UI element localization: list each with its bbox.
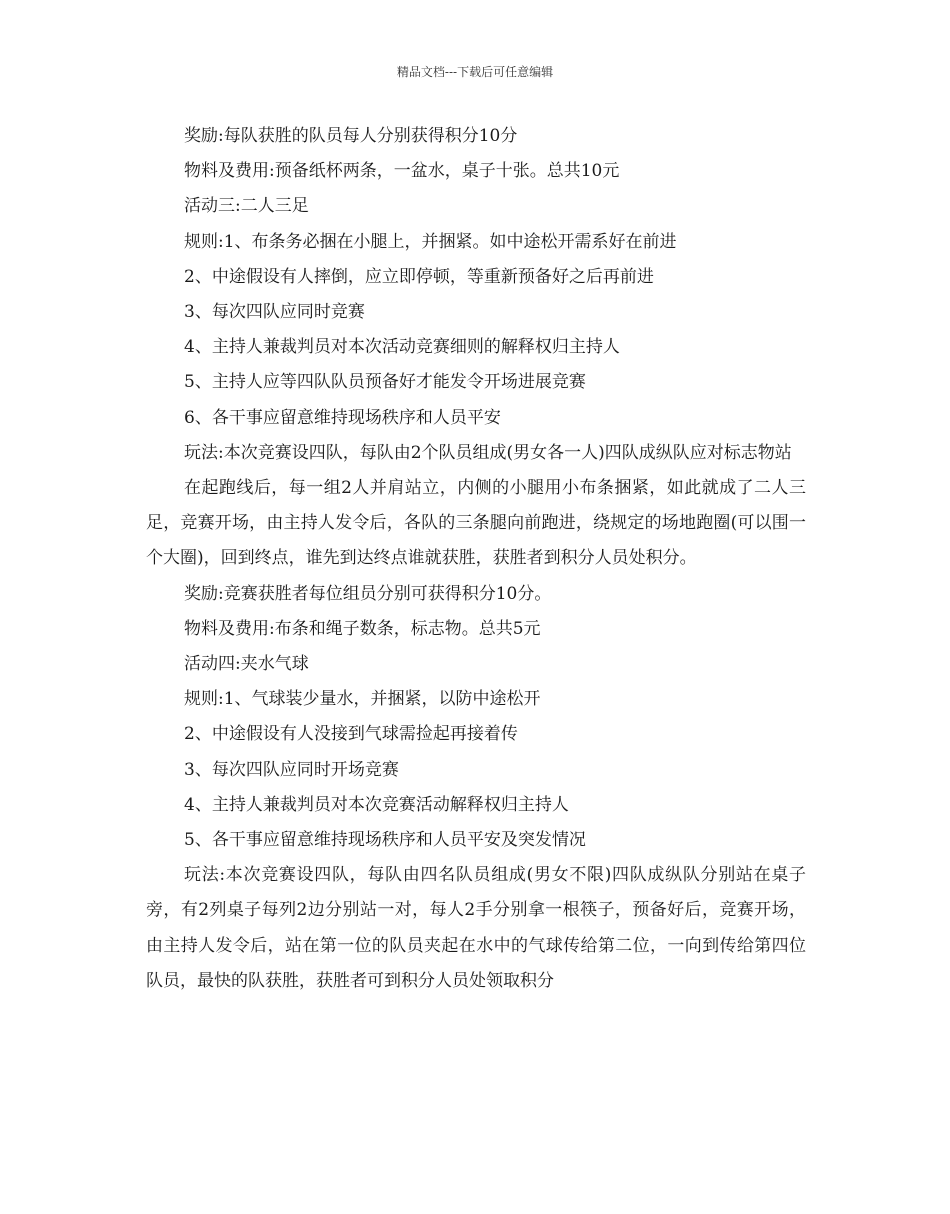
rule-item: 5、各干事应留意维持现场秩序和人员平安及突发情况 (184, 830, 586, 851)
rule-item: 6、各干事应留意维持现场秩序和人员平安 (184, 407, 501, 428)
rule-item: 3、每次四队应同时竞赛 (184, 302, 365, 323)
gameplay-paragraph: 玩法:本次竞赛设四队，每队由四名队员组成(男女不限)四队成纵队分别站在桌子旁，有2列桌子每列2边分别站一对，每人2手分别拿一根筷子，预备好后，竞赛开场，由主持人发令后，站在第一位的队员夹起在水中的气球传给第二位，一向到传给第四位队员，最快的队获胜，获胜者可到积分人员处领取积分 (146, 865, 806, 991)
activity-heading: 活动三:二人三足 (184, 196, 309, 217)
document-body (146, 119, 806, 999)
materials-paragraph: 物料及费用:预备纸杯两条，一盆水，桌子十张。总共10元 (184, 161, 620, 182)
rule-item: 规则:1、布条务必捆在小腿上，并捆紧。如中途松开需系好在前进 (184, 231, 677, 252)
rule-item: 规则:1、气球装少量水，并捆紧，以防中途松开 (184, 689, 541, 710)
materials-paragraph: 物料及费用:布条和绳子数条，标志物。总共5元 (184, 618, 541, 639)
rule-item: 2、中途假设有人摔倒，应立即停顿，等重新预备好之后再前进 (184, 266, 654, 287)
rule-item: 4、主持人兼裁判员对本次活动竞赛细则的解释权归主持人 (184, 337, 620, 358)
gameplay-paragraph: 在起跑线后，每一组2人并肩站立，内侧的小腿用小布条捆紧，如此就成了二人三足，竞赛开场，由主持人发令后，各队的三条腿向前跑进，绕规定的场地跑圈(可以围一个大圈)，回到终点，谁先到达终点谁就获胜，获胜者到积分人员处积分。 (146, 478, 806, 569)
rule-item: 5、主持人应等四队队员预备好才能发令开场进展竞赛 (184, 372, 586, 393)
reward-paragraph: 奖励:竞赛获胜者每位组员分别可获得积分10分。 (184, 583, 552, 604)
page-header: 精品文档---下载后可任意编辑 (396, 65, 554, 79)
gameplay-paragraph: 玩法:本次竞赛设四队，每队由2个队员组成(男女各一人)四队成纵队应对标志物站 (184, 442, 792, 463)
activity-heading: 活动四:夹水气球 (184, 654, 309, 675)
rule-item: 3、每次四队应同时开场竞赛 (184, 759, 399, 780)
rule-item: 2、中途假设有人没接到气球需捡起再接着传 (184, 724, 518, 745)
rule-item: 4、主持人兼裁判员对本次竞赛活动解释权归主持人 (184, 794, 569, 815)
reward-paragraph: 奖励:每队获胜的队员每人分别获得积分10分 (184, 126, 518, 146)
